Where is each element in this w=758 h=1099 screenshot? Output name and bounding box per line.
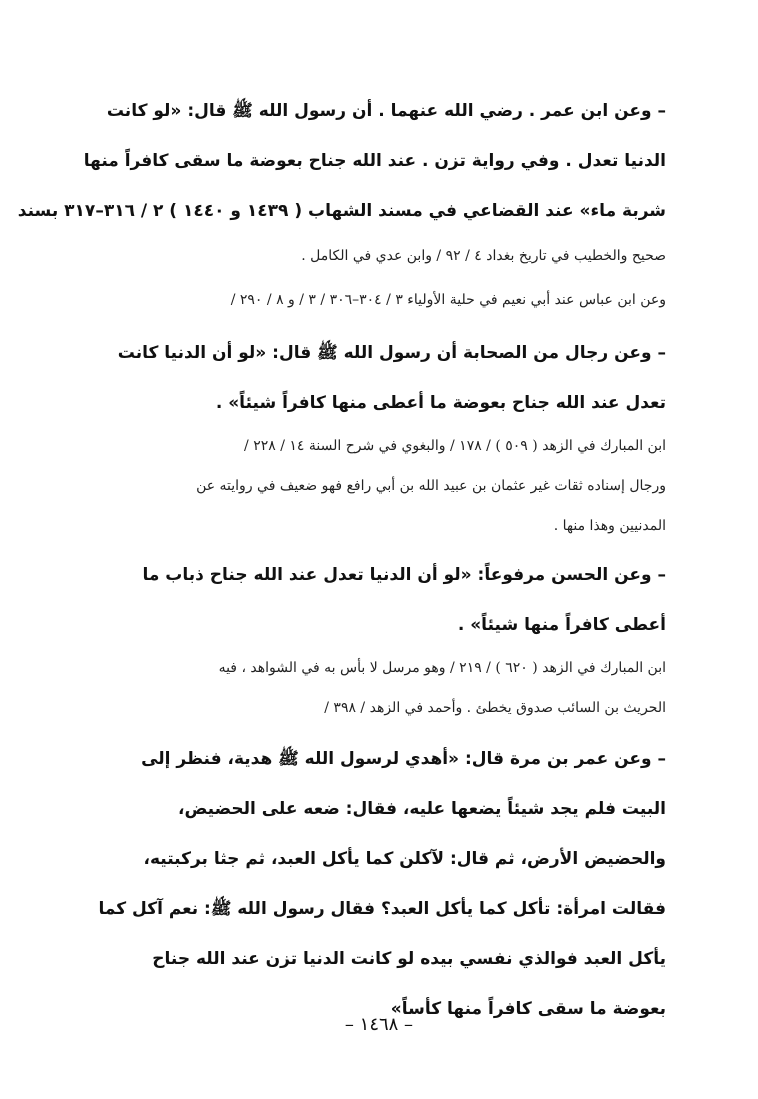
text-line: ورجال إسناده ثقات غير عثمان بن عبيد الله بن أبي رافع فهو ضعيف في روايته عن xyxy=(196,478,666,494)
hadith-companions xyxy=(86,328,666,428)
hadith-ibn-umar xyxy=(17,86,666,236)
text-line: – وعن الحسن مرفوعاً: «لو أن الدنيا تعدل عند الله جناح ذباب ما xyxy=(142,565,666,585)
text-line: والحضيض الأرض، ثم قال: لآكلن كما يأكل العبد، ثم جثا بركبتيه، xyxy=(143,849,666,869)
text-line: شربة ماء» عند القضاعي في مسند الشهاب ( ١٤٣٩ و ١٤٤٠ ) ٢ / ٣١٦–٣١٧ بسند xyxy=(17,201,666,221)
text-line: وعن ابن عباس عند أبي نعيم في حلية الأولياء ٣ / ٣٠٤–٣٠٦ / ٣ / و ٨ / ٢٩٠ / xyxy=(230,292,666,308)
text-line: فقالت امرأة: تأكل كما يأكل العبد؟ فقال رسول الله ﷺ: نعم آكل كما xyxy=(98,899,666,919)
citation-ibn-abbas xyxy=(86,280,666,320)
text-line: ابن المبارك في الزهد ( ٦٢٠ ) / ٢١٩ / وهو مرسل لا بأس به في الشواهد ، فيه xyxy=(218,660,666,676)
text-line: بعوضة ما سقى كافراً منها كأساً» xyxy=(390,999,666,1019)
page-number: – ١٤٦٨ – xyxy=(344,1014,414,1035)
text-line: البيت فلم يجد شيئاً يضعها عليه، فقال: ضعه على الحضيض، xyxy=(178,799,666,819)
text-line: المدنيين وهذا منها . xyxy=(553,518,666,534)
citation-companions xyxy=(86,426,666,546)
text-line: أعطى كافراً منها شيئاً» . xyxy=(457,615,666,635)
text-line: تعدل عند الله جناح بعوضة ما أعطى منها كافراً شيئاً» . xyxy=(215,393,666,413)
text-line: الحريث بن السائب صدوق يخطئ . وأحمد في الزهد / ٣٩٨ / xyxy=(324,700,666,716)
hadith-amr-ibn-murra xyxy=(86,734,666,1034)
text-line: الدنيا تعدل . وفي رواية تزن . عند الله جناح بعوضة ما سقى كافراً منها xyxy=(83,151,666,171)
text-line: – وعن عمر بن مرة قال: «أهدي لرسول الله ﷺ هدية، فنظر إلى xyxy=(141,749,666,769)
text-line: ابن المبارك في الزهد ( ٥٠٩ ) / ١٧٨ / والبغوي في شرح السنة ١٤ / ٢٢٨ / xyxy=(244,438,666,454)
citation-al-hasan xyxy=(86,648,666,728)
citation-ibn-umar xyxy=(86,236,666,276)
text-line: – وعن ابن عمر . رضي الله عنهما . أن رسول الله ﷺ قال: «لو كانت xyxy=(106,101,666,121)
text-line: – وعن رجال من الصحابة أن رسول الله ﷺ قال: «لو أن الدنيا كانت xyxy=(117,343,666,363)
text-line: يأكل العبد فوالذي نفسي بيده لو كانت الدنيا تزن عند الله جناح xyxy=(152,949,666,969)
text-line: صحيح والخطيب في تاريخ بغداد ٤ / ٩٢ / وابن عدي في الكامل . xyxy=(301,248,666,264)
hadith-al-hasan xyxy=(86,550,666,650)
